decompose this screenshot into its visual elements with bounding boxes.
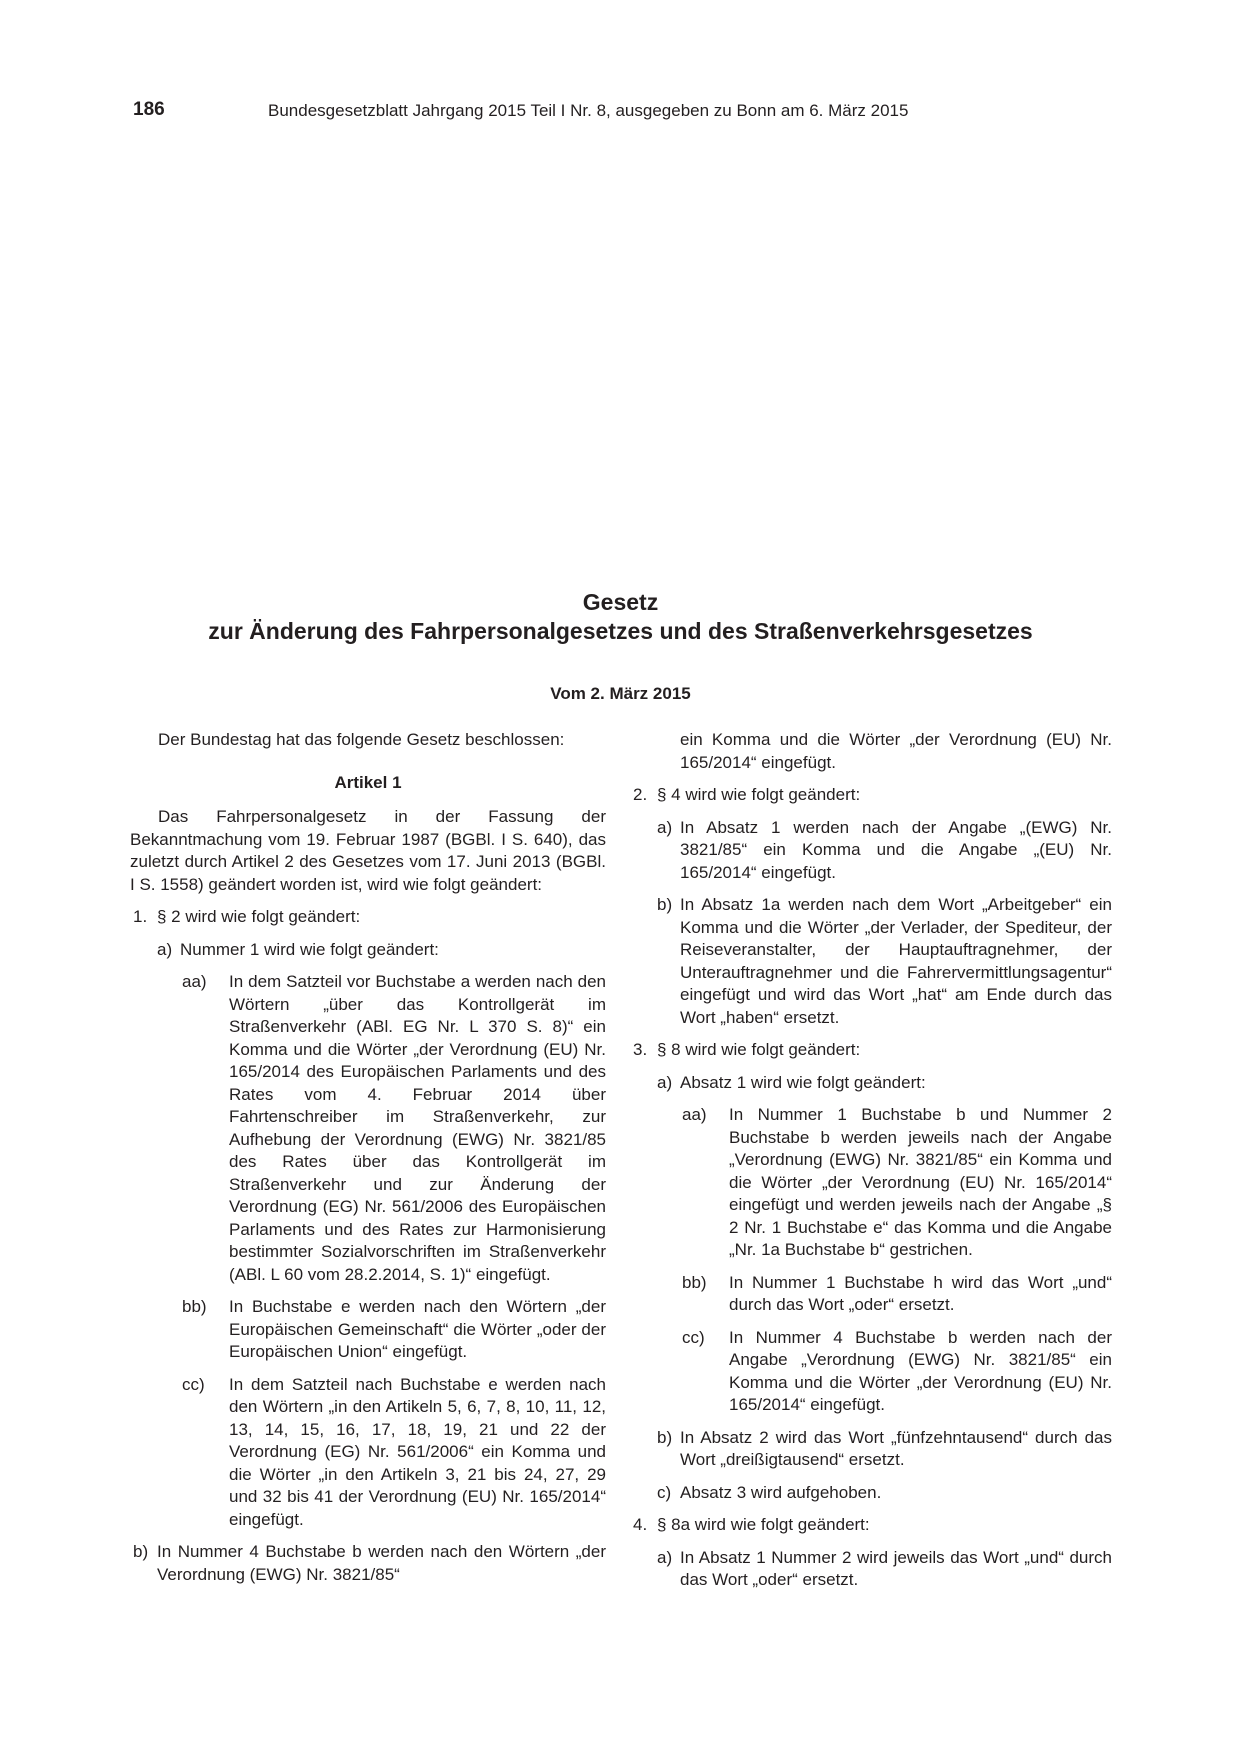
list-item [630,894,1112,1029]
item-text: § 2 wird wie folgt geändert: [157,907,361,926]
list-item [130,939,606,962]
law-title-line2: zur Änderung des Fahrpersonalgesetzes und des Straßenverkehrsgesetzes [208,618,1033,644]
list-item [630,1104,1112,1262]
item-label: bb) [182,1297,207,1316]
law-date: Vom 2. März 2015 [550,684,691,703]
item-text: In dem Satzteil vor Buchstabe a werden nach den Wörtern „über das Kontrollgerät im Straßenverkehr (ABl. EG Nr. L 370 S. 8)“ ein Komma und die Wörter „der Verordnung (EU) Nr. 165/2014 des Europäischen Parlaments und des Rates vom 4. Februar 2014 über Fahrtenschreiber im Straßenverkehr, zur Aufhebung der Verordnung (EWG) Nr. 3821/85 des Rates über das Kontrollgerät im Straßenverkehr und zur Änderung der Verordnung (EG) Nr. 561/2006 des Europäischen Parlaments und des Rates zur Harmonisierung bestimmter Sozialvorschriften im Straßenverkehr (ABl. L 60 vom 28.2.2014, S. 1)“ eingefügt. [229,972,606,1284]
item-label: a) [657,817,673,837]
item-label: b) [657,895,673,914]
list-item [630,1272,1112,1317]
right-column [630,729,1112,1602]
law-title-line1: Gesetz [582,589,659,615]
item-label: 2. [633,785,648,804]
item-text: In Absatz 1 werden nach der Angabe „(EWG) Nr. 3821/85“ ein Komma und die Angabe „(EU) Nr. 165/2014“ eingefügt. [680,817,1112,882]
list-item [630,1547,1112,1592]
item-text: In Absatz 1 Nummer 2 wird jeweils das Wort „und“ durch das Wort „oder“ ersetzt. [680,1547,1112,1589]
item-label: aa) [682,1105,707,1124]
item-label: cc) [682,1327,705,1347]
item-text: In dem Satzteil nach Buchstabe e werden nach den Wörtern „in den Artikeln 5, 6, 7, 8, 10, 11, 12, 13, 14, 15, 16, 17, 18, 19, 21 und 22 der Verordnung (EG) Nr. 561/2006“ ein Komma und die Wörter „in den Artikeln 3, 21 bis 24, 27, 29 und 32 bis 41 der Verordnung (EU) Nr. 165/2014“ eingefügt. [229,1374,606,1529]
law-title-block [0,588,1241,704]
left-column [130,729,606,1596]
item-text: Absatz 1 wird wie folgt geändert: [680,1072,926,1092]
item-text: § 8 wird wie folgt geändert: [657,1040,861,1059]
list-item [130,1541,606,1586]
item-text: § 4 wird wie folgt geändert: [657,785,861,804]
list-item [130,1296,606,1364]
item-label: cc) [182,1374,205,1394]
item-label: a) [657,1072,673,1092]
item-text: In Nummer 4 Buchstabe b werden nach der Angabe „Verordnung (EWG) Nr. 3821/85“ ein Komma und die Wörter „der Verordnung (EU) Nr. 165/2014“ eingefügt. [729,1327,1112,1414]
continued-text: ein Komma und die Wörter „der Verordnung (EU) Nr. 165/2014“ eingefügt. [680,730,1112,772]
article-heading: Artikel 1 [334,772,402,792]
item-text: Nummer 1 wird wie folgt geändert: [180,939,439,959]
item-label: 1. [133,907,148,926]
list-item [630,1482,1112,1505]
item-text: In Buchstabe e werden nach den Wörtern „der Europäischen Gemeinschaft“ die Wörter „oder der Europäischen Union“ eingefügt. [229,1297,606,1361]
item-text: Absatz 3 wird aufgehoben. [680,1482,882,1502]
list-item [630,1039,1112,1062]
running-header: Bundesgesetzblatt Jahrgang 2015 Teil I Nr. 8, ausgegeben zu Bonn am 6. März 2015 [268,101,909,120]
item-label: 3. [633,1040,648,1059]
item-text: In Nummer 1 Buchstabe b und Nummer 2 Buchstabe b werden jeweils nach der Angabe „Verordnung (EWG) Nr. 3821/85“ ein Komma und die Wörter „der Verordnung (EU) Nr. 165/2014“ eingefügt und werden jeweils nach der Angabe „§ 2 Nr. 1 Buchstabe e“ das Komma und die Angabe „Nr. 1a Buchstabe b“ gestrichen. [729,1105,1112,1259]
item-label: c) [657,1482,672,1502]
enactment-clause: Der Bundestag hat das folgende Gesetz beschlossen: [158,730,565,749]
list-item [630,1427,1112,1472]
item-label: 4. [633,1515,648,1534]
article-intro: Das Fahrpersonalgesetz in der Fassung der Bekanntmachung vom 19. Februar 1987 (BGBl. I S. 640), das zuletzt durch Artikel 2 des Gesetzes vom 17. Juni 2013 (BGBl. I S. 1558) geändert worden ist, wird wie folgt geändert: [130,807,606,894]
item-text: In Nummer 1 Buchstabe h wird das Wort „und“ durch das Wort „oder“ ersetzt. [729,1272,1112,1314]
list-item [130,971,606,1286]
page-number: 186 [133,99,165,120]
item-label: a) [157,939,173,959]
item-text: In Absatz 2 wird das Wort „fünfzehntausend“ durch das Wort „dreißigtausend“ ersetzt. [680,1427,1112,1469]
list-item [630,1327,1112,1417]
list-item [630,817,1112,885]
item-label: bb) [682,1272,707,1292]
item-text: In Absatz 1a werden nach dem Wort „Arbeitgeber“ ein Komma und die Wörter „der Verlader, der Spediteur, der Reiseveranstalter, der Hauptauftragnehmer, der Unterauftragnehmer und die Fahrervermittlungsagentur“ eingefügt und wird das Wort „hat“ am Ende durch das Wort „haben“ ersetzt. [680,895,1112,1027]
list-item [630,1072,1112,1095]
item-text: In Nummer 4 Buchstabe b werden nach den Wörtern „der Verordnung (EWG) Nr. 3821/85“ [157,1542,606,1584]
list-item [630,784,1112,807]
item-label: a) [657,1547,673,1567]
list-item [130,1374,606,1532]
item-label: b) [133,1542,149,1561]
list-item [630,1514,1112,1537]
item-label: aa) [182,972,207,991]
list-item [130,906,606,929]
item-text: § 8a wird wie folgt geändert: [657,1515,870,1534]
item-label: b) [657,1427,673,1447]
